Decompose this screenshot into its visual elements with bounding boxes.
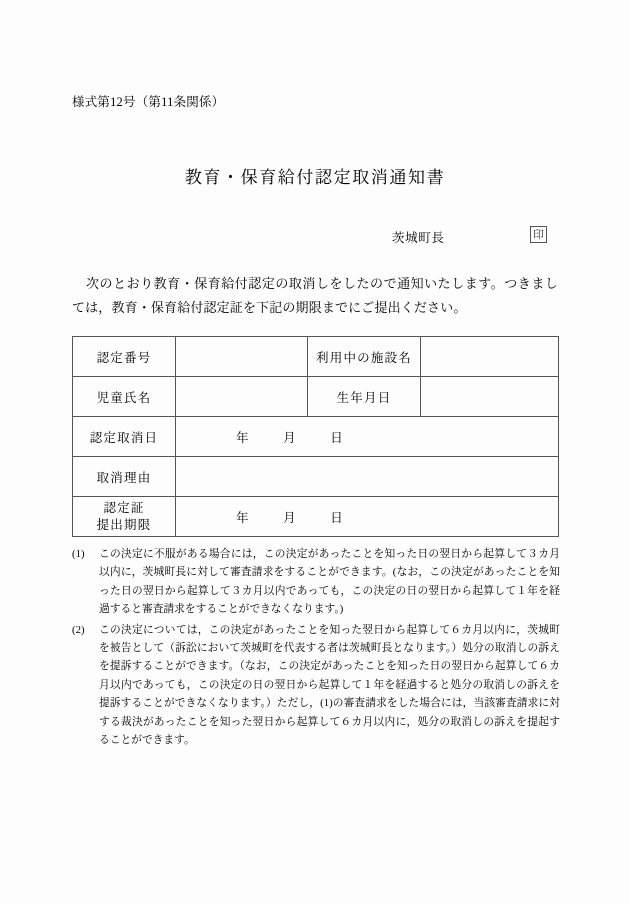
day-unit-label: 日	[330, 510, 343, 525]
row-value-birth-date[interactable]	[421, 377, 559, 417]
row-value-cancellation-reason[interactable]	[176, 457, 559, 497]
row-label-cancellation-reason: 取消理由	[73, 457, 176, 497]
seal-stamp-icon: 印	[530, 226, 547, 243]
footnote-number: (2)	[72, 623, 85, 636]
form-number: 様式第12号（第11条関係）	[72, 95, 225, 109]
issuer-name: 茨城町長	[392, 231, 445, 245]
month-unit-label: 月	[283, 510, 296, 525]
footnote-item	[72, 621, 560, 750]
year-unit-label: 年	[236, 430, 249, 445]
row-label-birth-date: 生年月日	[308, 377, 421, 417]
row-value-cancellation-date[interactable]	[176, 417, 559, 457]
footnote-number: (1)	[72, 548, 85, 560]
row-label-submission-deadline	[73, 497, 176, 537]
submission-label-line2: 提出期限	[96, 517, 152, 532]
row-label-facility-name: 利用中の施設名	[308, 337, 421, 377]
row-value-certification-number[interactable]	[176, 337, 308, 377]
page-title: 教育・保育給付認定取消通知書	[184, 168, 446, 187]
footnote-text: この決定に不服がある場合には，この決定があったことを知った日の翌日から起算して３カ月以内に，茨城町長に対して審査請求をすることができます。(なお，この決定があったことを知った日の翌日から起算して３カ月以内であっても，この決定の日の翌日から起算して１年を経過すると審査請求をすることができなくなります。)	[99, 548, 560, 616]
row-label-certification-number: 認定番号	[73, 337, 176, 377]
table-row	[73, 457, 559, 497]
row-value-facility-name[interactable]	[421, 337, 559, 377]
table-row	[73, 337, 559, 377]
row-label-cancellation-date: 認定取消日	[73, 417, 176, 457]
table-row	[73, 417, 559, 457]
year-unit-label: 年	[236, 510, 249, 525]
table-row	[73, 497, 559, 537]
footnote-item	[72, 545, 560, 619]
table-row	[73, 377, 559, 417]
certification-table	[72, 336, 559, 537]
intro-paragraph: 次のとおり教育・保育給付認定の取消しをしたので通知いたします。つきましては，教育・保育給付認定証を下記の期限までにご提出ください。	[72, 276, 558, 315]
day-unit-label: 日	[330, 430, 343, 445]
row-label-child-name: 児童氏名	[73, 377, 176, 417]
row-value-submission-deadline[interactable]	[176, 497, 559, 537]
footnotes	[72, 545, 560, 751]
submission-label-line1: 認定証	[103, 500, 145, 515]
month-unit-label: 月	[283, 430, 296, 445]
issuer-row	[72, 228, 558, 250]
row-value-child-name[interactable]	[176, 377, 308, 417]
footnote-text: この決定については，この決定があったことを知った翌日から起算して６カ月以内に，茨城町を被告として（訴訟において茨城町を代表する者は茨城町長となります。）処分の取消しの訴えを提訴することができます。（なお，この決定があったことを知った日の翌日から起算して６カ月以内であっても，この決定の日の翌日から起算して１年を経過すると処分の取消しの訴えを提訴することができなくなります。）ただし，(1)の審査請求をした場合には，当該審査請求に対する裁決があったことを知った翌日から起算して６カ月以内に，処分の取消しの訴えを提起することができます。	[99, 623, 560, 747]
